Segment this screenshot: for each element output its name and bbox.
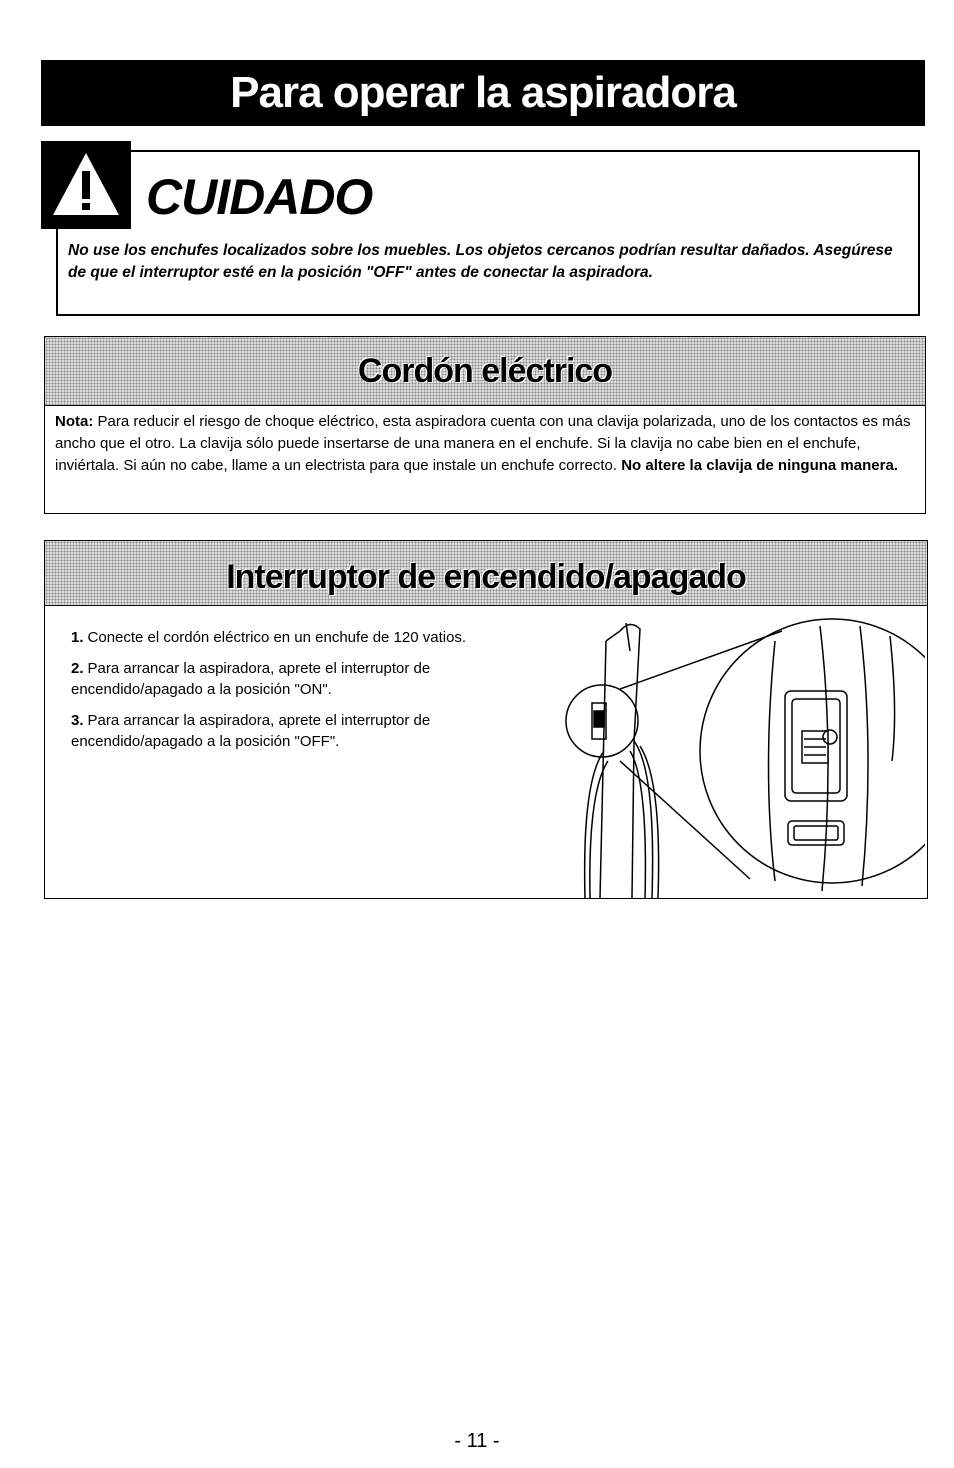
page-title: Para operar la aspiradora [41, 60, 925, 126]
list-item [71, 658, 541, 700]
step-number: 3. [71, 712, 84, 729]
steps-list [71, 627, 541, 762]
caution-icon-container [41, 141, 131, 229]
cord-note [55, 411, 917, 477]
list-item [71, 710, 541, 752]
page-number: - 11 - [454, 1430, 500, 1452]
step-text: Para arrancar la aspiradora, aprete el interruptor de encendido/apagado a la posición "OFF". [71, 712, 431, 750]
caution-text: No use los enchufes localizados sobre los muebles. Los objetos cercanos podrían resultar dañados. Asegúrese de que el interruptor esté en la posición "OFF" antes de conectar la aspiradora. [68, 242, 893, 281]
list-item [71, 627, 541, 648]
switch-section [44, 540, 928, 899]
note-label: Nota: [55, 413, 94, 430]
note-bold-text: No altere la clavija de ninguna manera. [621, 457, 898, 474]
switch-illustration [530, 611, 925, 898]
step-text: Conecte el cordón eléctrico en un enchufe de 120 vatios. [87, 629, 467, 646]
step-number: 1. [71, 629, 84, 646]
note-text: Para reducir el riesgo de choque eléctrico, esta aspiradora cuenta con una clavija polarizada, uno de los contactos es más ancho que el otro. La clavija sólo puede insertarse de una manera en el enchufe. Si la clavija no cabe bien en el enchufe, inviértala. Si aún no cabe, llame a un electrista para que instale un enchufe correcto. [55, 413, 911, 474]
warning-triangle-icon [49, 149, 123, 221]
step-number: 2. [71, 660, 84, 677]
step-text: Para arrancar la aspiradora, aprete el interruptor de encendido/apagado a la posición "ON". [71, 660, 431, 698]
switch-heading: Interruptor de encendido/apagado [45, 541, 927, 606]
cord-section [44, 336, 926, 514]
cord-heading: Cordón eléctrico [45, 337, 925, 406]
caution-title: CUIDADO [146, 169, 373, 225]
